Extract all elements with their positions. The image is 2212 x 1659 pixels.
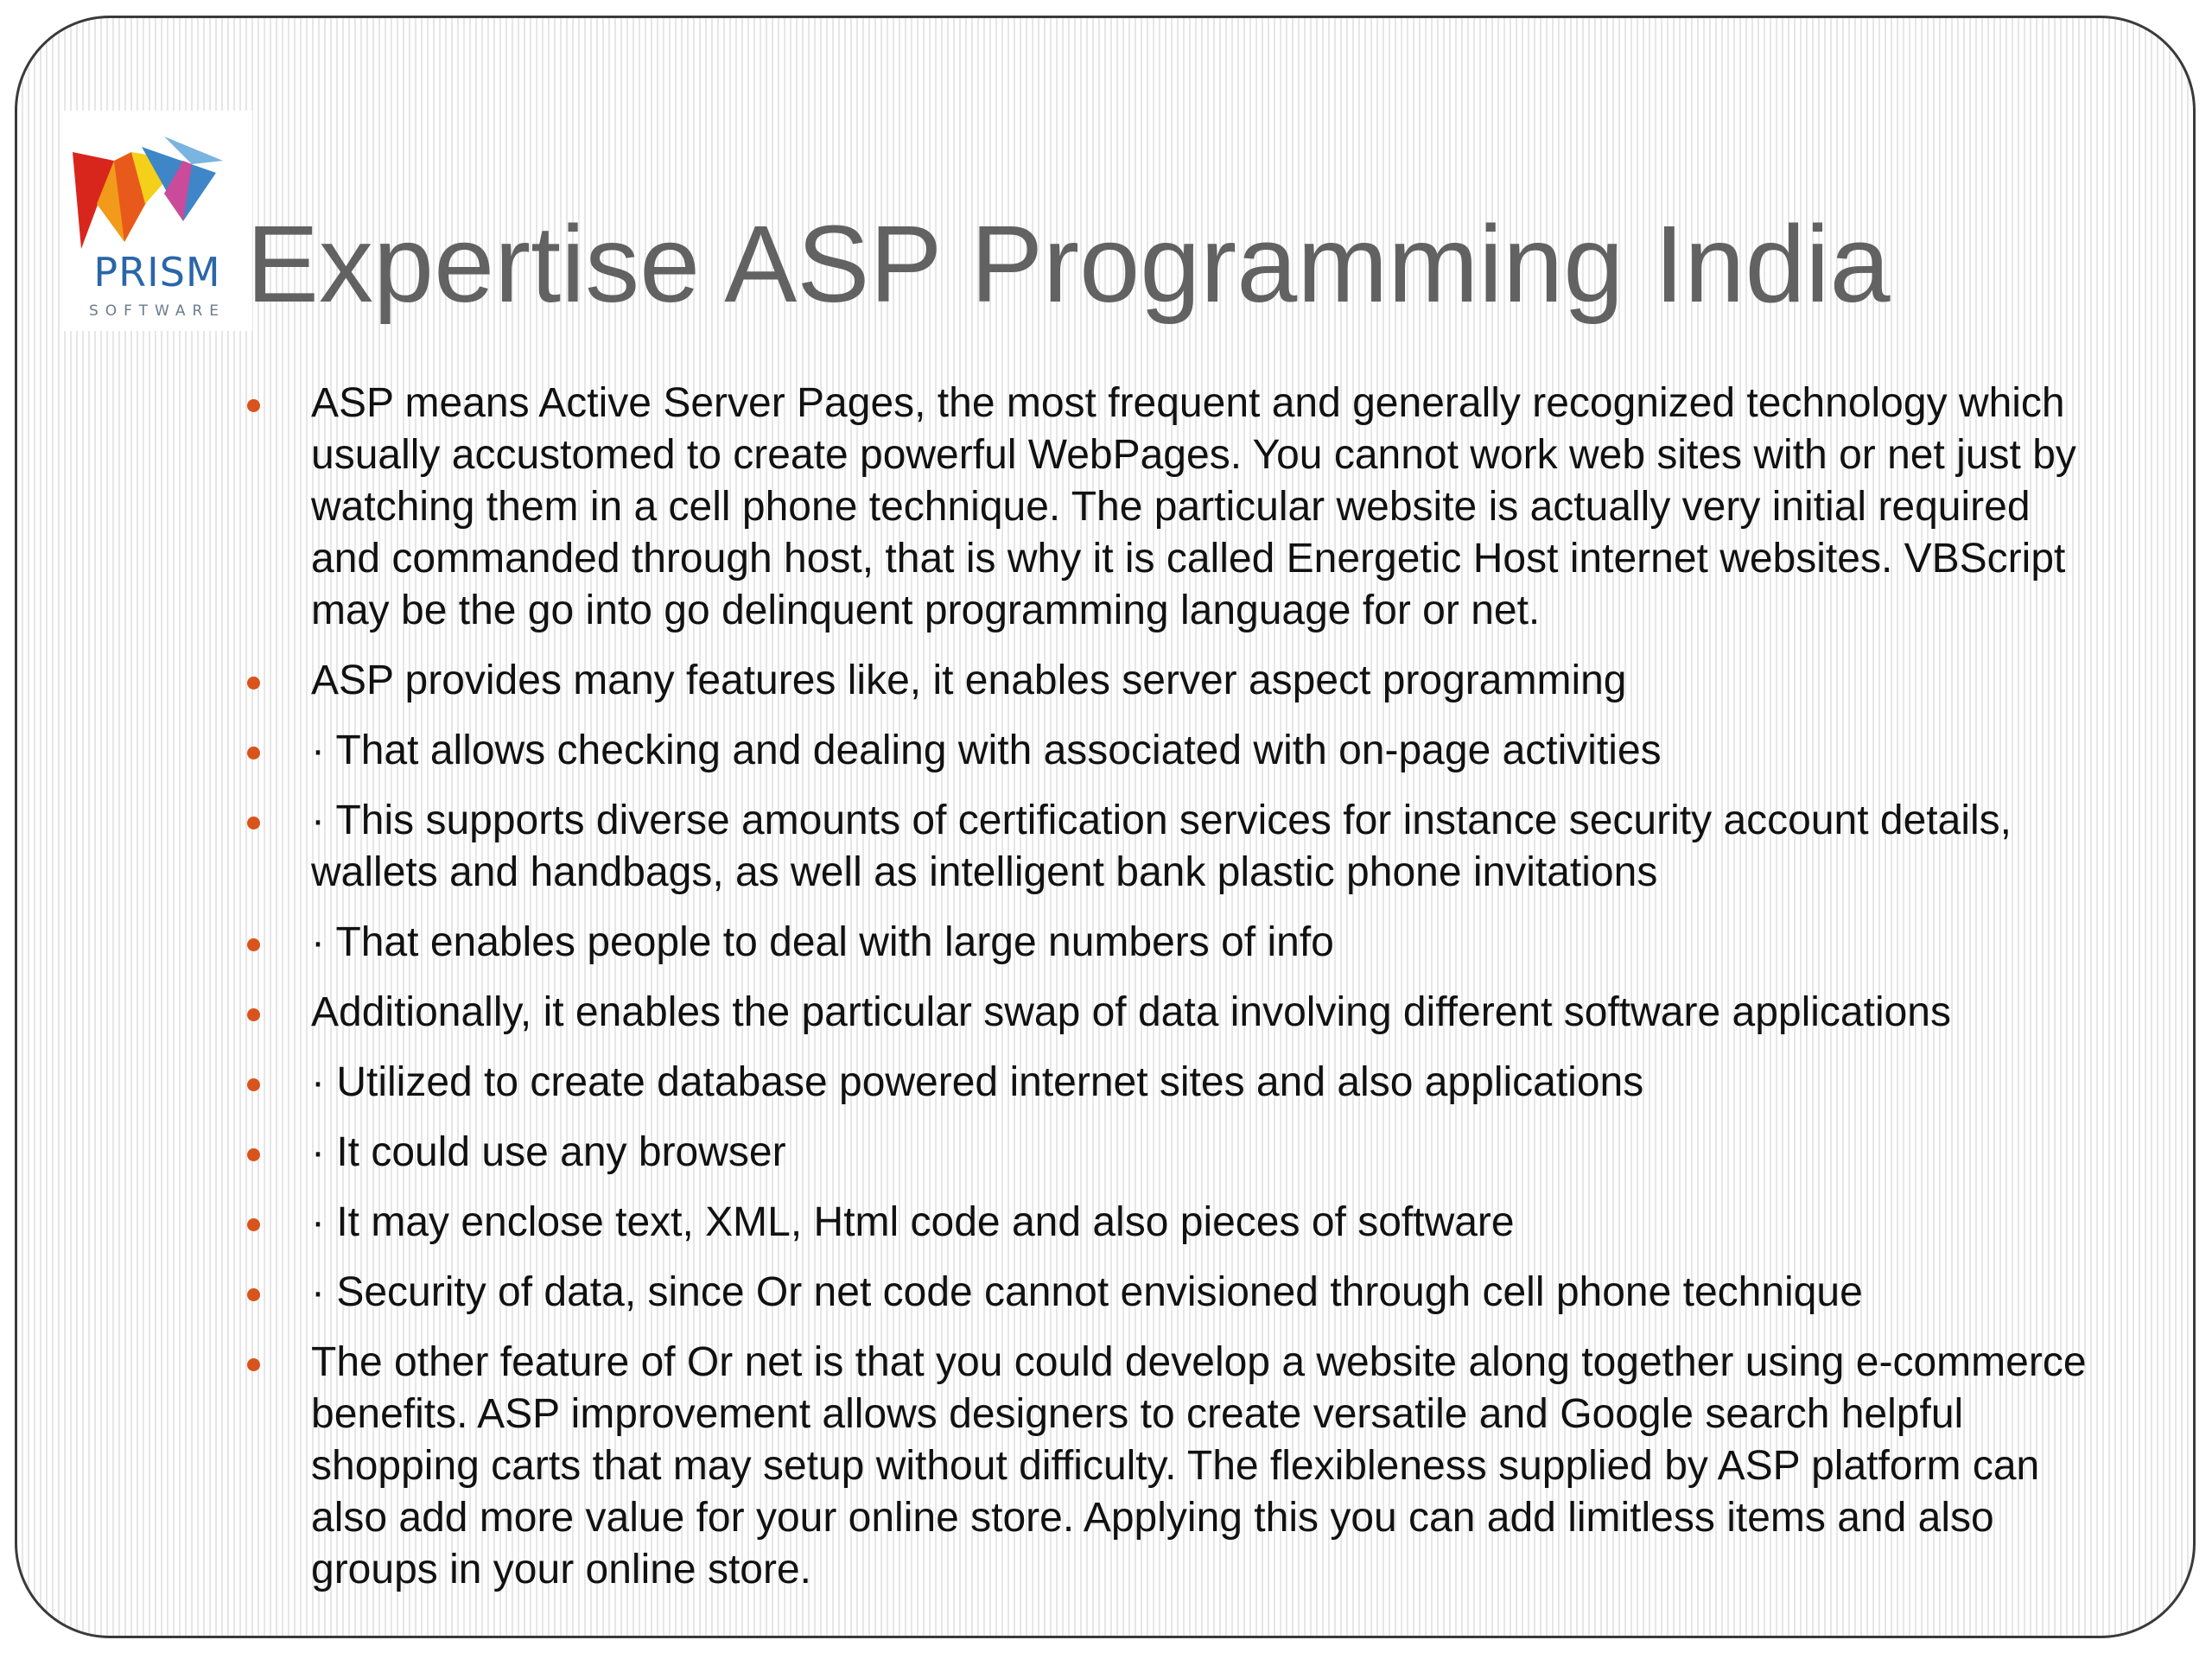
- prism-logo-icon: [62, 111, 252, 249]
- bullet-text: · Utilized to create database powered internet sites and also applications: [311, 1059, 1644, 1105]
- bullet-text: ASP provides many features like, it enables server aspect programming: [311, 658, 1627, 703]
- bullet-item: [311, 725, 2108, 777]
- bullet-dot-icon: [247, 938, 260, 951]
- bullet-item: [311, 1267, 2108, 1319]
- bullet-list: [311, 378, 2108, 1614]
- bullet-text: · That enables people to deal with large numbers of info: [311, 919, 1334, 965]
- bullet-item: [311, 378, 2108, 637]
- bullet-item: [311, 795, 2108, 899]
- bullet-text: · It may enclose text, XML, Html code and also pieces of software: [311, 1199, 1515, 1245]
- slide-frame: [15, 16, 2196, 1638]
- bullet-text: · Security of data, since Or net code cannot envisioned through cell phone technique: [311, 1269, 1863, 1315]
- bullet-item: [311, 1197, 2108, 1249]
- slide-title: Expertise ASP Programming India: [246, 203, 1891, 325]
- bullet-dot-icon: [247, 1078, 260, 1091]
- bullet-item: [311, 987, 2108, 1039]
- bullet-item: [311, 917, 2108, 969]
- bullet-text: · It could use any browser: [311, 1129, 786, 1175]
- logo-subtitle: SOFTWARE: [88, 302, 226, 320]
- bullet-dot-icon: [247, 399, 260, 412]
- bullet-text: · This supports diverse amounts of certification services for instance security account details, wallets and handbags, as well as intelligent bank plastic phone invitations: [311, 798, 2012, 895]
- logo-wordmark: PRISM: [93, 249, 221, 296]
- bullet-dot-icon: [247, 677, 260, 690]
- bullet-text: ASP means Active Server Pages, the most frequent and generally recognized technology which usually accustomed to create powerful WebPages. You cannot work web sites with or net just by watching them in a cell phone technique. The particular website is actually very initial required and commanded through host, that is why it is called Energetic Host internet websites. VBScript may be the go into go delinquent programming language for or net.: [311, 380, 2076, 633]
- bullet-text: Additionally, it enables the particular swap of data involving different software applications: [311, 989, 1951, 1035]
- bullet-item: [311, 1127, 2108, 1179]
- bullet-dot-icon: [247, 1358, 260, 1371]
- bullet-dot-icon: [247, 1148, 260, 1161]
- bullet-text: The other feature of Or net is that you could develop a website along together using e-commerce benefits. ASP improvement allows designers to create versatile and Google search helpful shopping carts that may setup without difficulty. The flexibleness supplied by ASP platform can also add more value for your online store. Applying this you can add limitless items and also groups in your online store.: [311, 1339, 2087, 1592]
- bullet-dot-icon: [247, 747, 260, 760]
- bullet-text: · That allows checking and dealing with associated with on-page activities: [311, 728, 1662, 773]
- prism-software-logo: [62, 111, 252, 331]
- bullet-item: [311, 1337, 2108, 1596]
- bullet-dot-icon: [247, 1008, 260, 1021]
- bullet-dot-icon: [247, 1218, 260, 1231]
- bullet-dot-icon: [247, 817, 260, 830]
- bullet-dot-icon: [247, 1288, 260, 1301]
- bullet-item: [311, 655, 2108, 707]
- bullet-item: [311, 1057, 2108, 1109]
